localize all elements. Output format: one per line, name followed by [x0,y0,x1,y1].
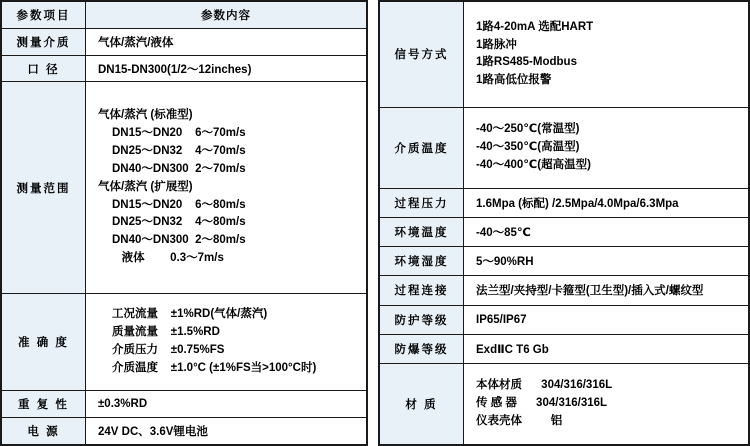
header-param-content: 参数内容 [86,2,367,29]
table-row [2,82,367,293]
left-spec-panel [0,0,368,446]
row-label-protection-level: 防护等级 [380,305,464,334]
table-row [380,107,749,188]
table-row [2,293,367,390]
row-value-ambient-humidity: 5～90%RH [464,247,749,276]
row-label-ambient-humidity: 环境湿度 [380,247,464,276]
table-row [2,391,367,418]
signal-line-3: 1路RS485-Modbus [476,56,577,69]
table-row [380,218,749,247]
range-line-7: DN25～DN32 4～80m/s [112,216,246,229]
material-line-3: 仪表壳体 铝 [476,414,563,427]
table-row [380,305,749,334]
row-value-medium: 气体/蒸汽/液体 [86,28,367,55]
table-row [2,28,367,55]
left-spec-table [1,1,367,445]
row-label-repeatability: 重 复 性 [2,391,86,418]
table-row [380,188,749,217]
row-label-signal: 信号方式 [380,2,464,108]
medium-temp-line-3: -40～400℃(超高温型) [476,158,591,171]
row-label-process-pressure: 过程压力 [380,188,464,217]
range-line-5: 气体/蒸汽 (扩展型) [98,180,193,193]
medium-temp-line-2: -40～350℃(高温型) [476,140,580,153]
table-row [380,363,749,444]
accuracy-line-1: 工况流量 ±1%RD(气体/蒸汽) [112,308,268,321]
row-label-power: 电 源 [2,418,86,445]
row-value-accuracy [86,293,367,390]
row-label-medium-temp: 介质温度 [380,107,464,188]
row-value-ambient-temp: -40～85℃ [464,218,749,247]
range-line-9: 液体 0.3～7m/s [112,251,224,264]
range-line-4: DN40～DN300 2～70m/s [112,162,246,175]
material-line-2: 传 感 器 304/316/316L [476,396,608,409]
row-value-medium-temp [464,107,749,188]
signal-line-4: 1路高低位报警 [476,74,552,87]
table-header-row [2,2,367,29]
accuracy-line-4: 介质温度 ±1.0°C (±1%FS当>100°C时) [112,361,317,374]
row-value-repeatability: ±0.3%RD [86,391,367,418]
signal-line-1: 1路4-20mA 选配HART [476,20,594,33]
row-value-signal [464,2,749,108]
row-label-material: 材 质 [380,363,464,444]
row-value-range [86,82,367,293]
range-line-8: DN40～DN300 2～80m/s [112,234,246,247]
range-line-1: 气体/蒸汽 (标准型) [98,109,193,122]
row-value-material [464,363,749,444]
signal-line-2: 1路脉冲 [476,38,517,51]
row-label-explosion-level: 防爆等级 [380,334,464,363]
header-param-item: 参数项目 [2,2,86,29]
range-line-3: DN25～DN32 4～70m/s [112,145,246,158]
row-label-medium: 测量介质 [2,28,86,55]
range-line-2: DN15～DN20 6～70m/s [112,127,246,140]
right-spec-table [379,1,749,445]
accuracy-line-3: 介质压力 ±0.75%FS [112,344,225,357]
table-row [380,247,749,276]
row-value-explosion-level: ExdⅡC T6 Gb [464,334,749,363]
row-value-process-pressure: 1.6Mpa (标配) /2.5Mpa/4.0Mpa/6.3Mpa [464,188,749,217]
row-label-range: 测量范围 [2,82,86,293]
row-value-process-connection: 法兰型/夹持型/卡箍型(卫生型)/插入式/螺纹型 [464,276,749,305]
table-row [380,334,749,363]
row-label-process-connection: 过程连接 [380,276,464,305]
material-line-1: 本体材质 304/316/316L [476,379,613,392]
table-row [2,55,367,82]
row-value-protection-level: IP65/IP67 [464,305,749,334]
table-row [380,2,749,108]
row-label-accuracy: 准 确 度 [2,293,86,390]
table-row [380,276,749,305]
accuracy-line-2: 质量流量 ±1.5%RD [112,326,220,339]
row-value-power: 24V DC、3.6V锂电池 [86,418,367,445]
row-value-diameter: DN15-DN300(1/2～12inches) [86,55,367,82]
table-row [2,418,367,445]
range-line-6: DN15～DN20 6～80m/s [112,198,246,211]
medium-temp-line-1: -40～250℃(常温型) [476,123,580,136]
right-spec-panel [378,0,750,446]
row-label-ambient-temp: 环境温度 [380,218,464,247]
row-label-diameter: 口 径 [2,55,86,82]
